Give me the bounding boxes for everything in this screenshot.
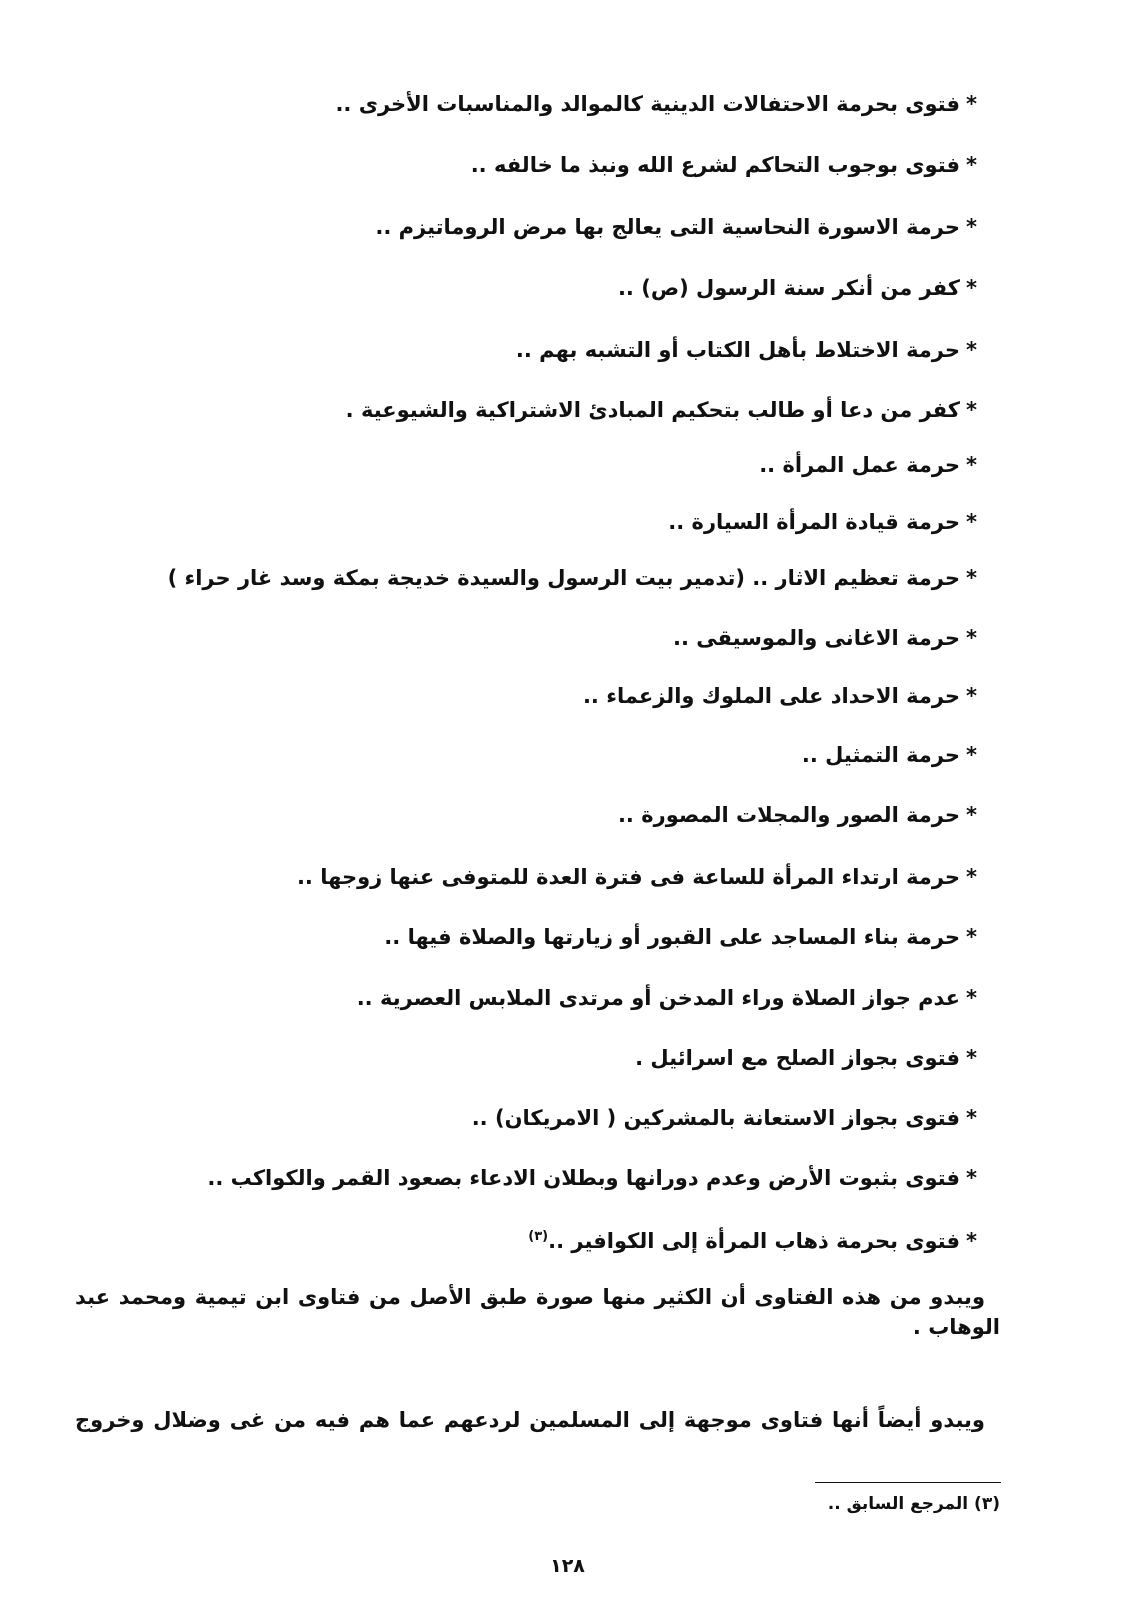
bullet-star-icon: *: [966, 276, 977, 300]
list-item-text: فتوى بجواز الاستعانة بالمشركين ( الامريكان) ..: [471, 1106, 961, 1130]
list-item: [528, 1222, 977, 1256]
list-item-text: حرمة الصور والمجلات المصورة ..: [617, 803, 961, 827]
list-item: [802, 740, 977, 770]
list-item-text: حرمة بناء المساجد على القبور أو زيارتها والصلاة فيها ..: [384, 925, 961, 949]
list-item: [618, 800, 977, 830]
list-item: [472, 1103, 977, 1133]
list-item-text: حرمة تعظيم الاثار .. (تدمير بيت الرسول والسيدة خديجة بمكة وسد غار حراء ): [167, 566, 961, 590]
bullet-star-icon: *: [966, 626, 977, 650]
bullet-star-icon: *: [966, 803, 977, 827]
bullet-star-icon: *: [966, 215, 977, 239]
list-item: [471, 150, 977, 180]
list-item: [668, 507, 977, 537]
list-item: [297, 862, 977, 892]
list-item: [357, 983, 977, 1013]
list-item-text: فتوى بحرمة الاحتفالات الدينية كالموالد والمناسبات الأخرى ..: [335, 92, 961, 116]
footnote-divider: [815, 1482, 1001, 1483]
list-item-text: حرمة الاحداد على الملوك والزعماء ..: [582, 684, 961, 708]
list-item-text: حرمة الاختلاط بأهل الكتاب أو التشبه بهم ..: [515, 338, 961, 362]
list-item: [635, 1043, 977, 1073]
footnote-ref: (٣): [528, 1229, 549, 1244]
list-item-text: حرمة ارتداء المرأة للساعة فى فترة العدة للمتوفى عنها زوجها ..: [296, 865, 961, 889]
list-item: [583, 681, 977, 711]
list-item: [375, 212, 977, 242]
paragraph-1: ويبدو من هذه الفتاوى أن الكثير منها صورة طبق الأصل من فتاوى ابن تيمية ومحمد عبد الوهاب .: [75, 1285, 1000, 1339]
list-item-text: فتوى بجواز الصلح مع اسرائيل .: [635, 1046, 961, 1070]
list-item: [673, 623, 977, 653]
bullet-star-icon: *: [966, 338, 977, 362]
list-item: [207, 1163, 977, 1193]
list-item-text: حرمة عمل المرأة ..: [759, 453, 961, 477]
list-item: [168, 563, 977, 593]
list-item: [759, 450, 977, 480]
bullet-star-icon: *: [966, 453, 977, 477]
bullet-star-icon: *: [966, 153, 977, 177]
list-item-text: حرمة قيادة المرأة السيارة ..: [668, 510, 961, 534]
list-item: [346, 395, 977, 425]
list-item-text: فتوى بوجوب التحاكم لشرع الله ونبذ ما خالفه ..: [470, 153, 961, 177]
bullet-star-icon: *: [966, 925, 977, 949]
list-item-text: حرمة التمثيل ..: [801, 743, 961, 767]
list-item-text: كفر من أنكر سنة الرسول (ص) ..: [617, 276, 961, 300]
list-item-text: حرمة الاسورة النحاسية التى يعالج بها مرض الروماتيزم ..: [375, 215, 961, 239]
bullet-star-icon: *: [966, 1166, 977, 1190]
list-item: [335, 89, 977, 119]
list-item-text: فتوى بحرمة ذهاب المرأة إلى الكوافير ..: [548, 1229, 961, 1253]
page-number: ١٢٨: [550, 1555, 585, 1577]
list-item: [618, 273, 977, 303]
bullet-star-icon: *: [966, 398, 977, 422]
footnote: (٣) المرجع السابق ..: [827, 1494, 1000, 1514]
bullet-star-icon: *: [966, 1229, 977, 1253]
list-item: [384, 922, 977, 952]
list-item-text: عدم جواز الصلاة وراء المدخن أو مرتدى الملابس العصرية ..: [356, 986, 961, 1010]
list-item-text: حرمة الاغانى والموسيقى ..: [673, 626, 961, 650]
bullet-star-icon: *: [966, 510, 977, 534]
list-item-text: كفر من دعا أو طالب بتحكيم المبادئ الاشتراكية والشيوعية .: [345, 398, 961, 422]
paragraph-2: ويبدو أيضاً أنها فتاوى موجهة إلى المسلمين لردعهم عما هم فيه من غى وضلال وخروج: [75, 1408, 985, 1432]
list-item-text: فتوى بثبوت الأرض وعدم دورانها وبطلان الادعاء بصعود القمر والكواكب ..: [207, 1166, 961, 1190]
bullet-star-icon: *: [966, 684, 977, 708]
bullet-star-icon: *: [966, 92, 977, 116]
bullet-star-icon: *: [966, 1106, 977, 1130]
bullet-star-icon: *: [966, 865, 977, 889]
bullet-star-icon: *: [966, 986, 977, 1010]
bullet-star-icon: *: [966, 743, 977, 767]
bullet-star-icon: *: [966, 1046, 977, 1070]
bullet-star-icon: *: [966, 566, 977, 590]
list-item: [516, 335, 977, 365]
